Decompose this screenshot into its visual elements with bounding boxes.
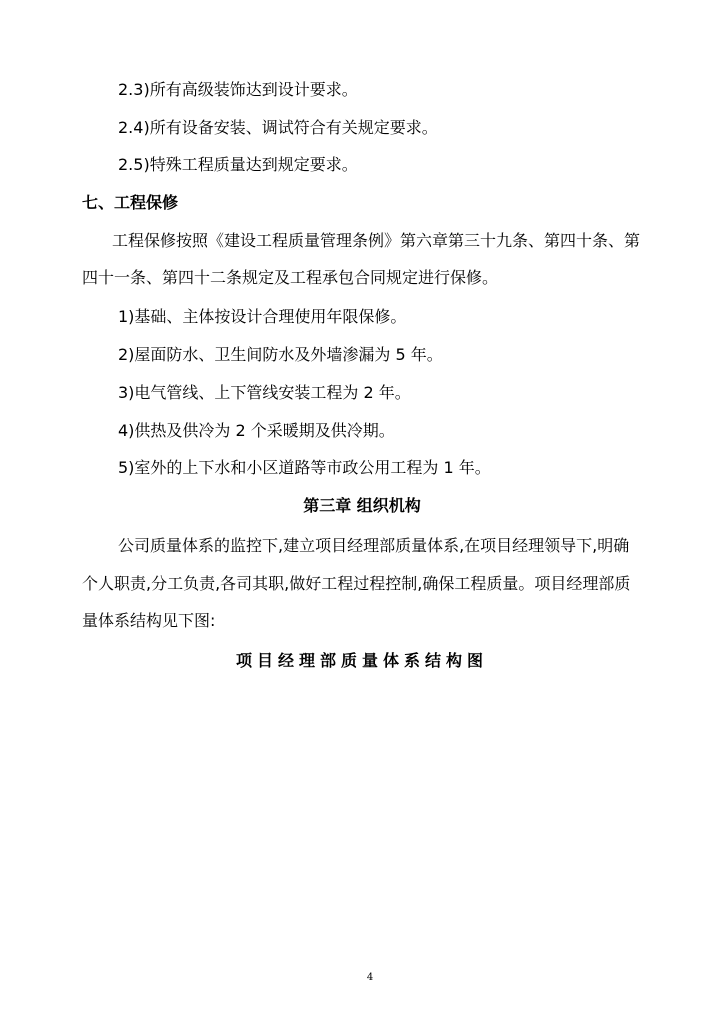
chapter-para-line-2: 个人职责,分工负责,各司其职,做好工程过程控制,确保工程质量。项目经理部质 bbox=[82, 574, 631, 593]
diagram-title: 项目经理部质量体系结构图 bbox=[235, 651, 488, 670]
warranty-item-4: 4)供热及供冷为 2 个采暖期及供冷期。 bbox=[118, 421, 395, 440]
warranty-item-2: 2)屋面防水、卫生间防水及外墙渗漏为 5 年。 bbox=[118, 345, 443, 364]
warranty-intro-line-1: 工程保修按照《建设工程质量管理条例》第六章第三十九条、第四十条、第 bbox=[112, 231, 641, 250]
warranty-item-3: 3)电气管线、上下管线安装工程为 2 年。 bbox=[118, 383, 411, 402]
warranty-item-5: 5)室外的上下水和小区道路等市政公用工程为 1 年。 bbox=[118, 458, 491, 477]
chapter-heading: 第三章 组织机构 bbox=[303, 496, 421, 515]
item-2-3: 2.3)所有高级装饰达到设计要求。 bbox=[118, 80, 358, 99]
chapter-para-line-3: 量体系结构见下图: bbox=[82, 611, 216, 630]
warranty-intro-line-2: 四十一条、第四十二条规定及工程承包合同规定进行保修。 bbox=[82, 268, 499, 287]
page-number: 4 bbox=[366, 972, 374, 983]
chapter-para-line-1: 公司质量体系的监控下,建立项目经理部质量体系,在项目经理领导下,明确 bbox=[118, 536, 630, 555]
item-2-5: 2.5)特殊工程质量达到规定要求。 bbox=[118, 155, 358, 174]
section-heading-warranty: 七、工程保修 bbox=[82, 193, 179, 212]
item-2-4: 2.4)所有设备安装、调试符合有关规定要求。 bbox=[118, 118, 438, 137]
warranty-item-1: 1)基础、主体按设计合理使用年限保修。 bbox=[118, 307, 407, 326]
